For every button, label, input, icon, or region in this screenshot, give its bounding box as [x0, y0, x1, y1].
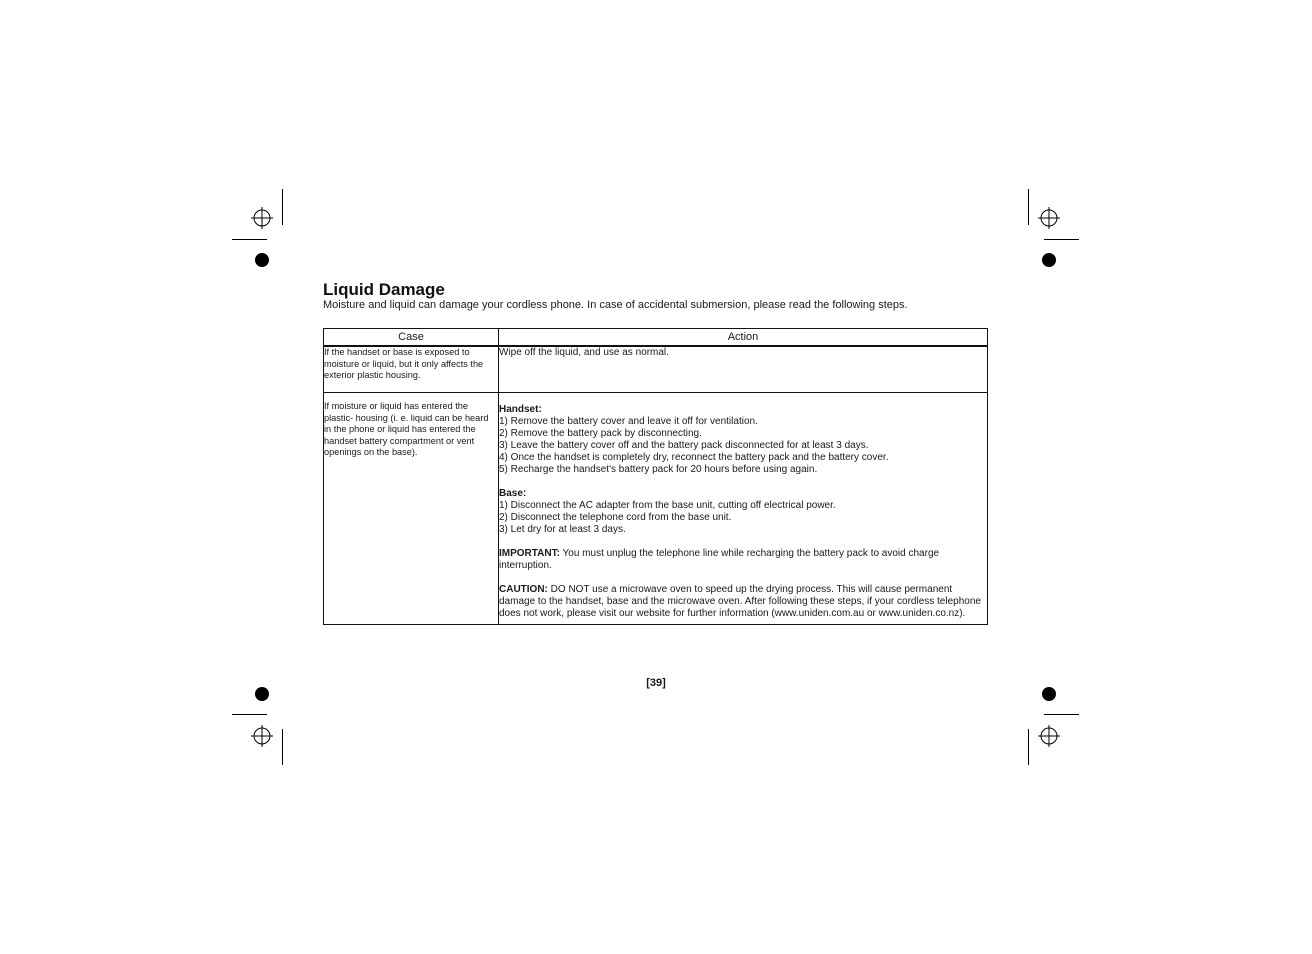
registration-mark-icon — [251, 725, 273, 747]
crop-mark-line — [1044, 239, 1079, 240]
caution-label: CAUTION: — [499, 584, 548, 595]
registration-dot-icon — [1042, 253, 1056, 267]
case-cell: If moisture or liquid has entered the plastic- housing (i. e. liquid can be heard in the phone or liquid has entered the handset battery compartment or vent openings on the base). — [324, 393, 499, 625]
crop-mark-line — [232, 714, 267, 715]
handset-step: 2) Remove the battery pack by disconnecting. — [499, 428, 702, 439]
table-header-row — [324, 329, 988, 347]
table-row — [324, 393, 988, 625]
handset-step: 1) Remove the battery cover and leave it off for ventilation. — [499, 416, 758, 427]
case-cell: If the handset or base is exposed to moisture or liquid, but it only affects the exterior plastic housing. — [324, 346, 499, 393]
handset-step: 5) Recharge the handset's battery pack for 20 hours before using again. — [499, 464, 818, 475]
liquid-damage-table — [323, 328, 988, 625]
caution-text: DO NOT use a microwave oven to speed up the drying process. This will cause permanent damage to the handset, base and the microwave oven. After following these steps, if your cordless telephone does not work, please visit our website for further information (www.uniden.com.au or www.uniden.co.nz). — [499, 584, 981, 619]
crop-mark-line — [1044, 714, 1079, 715]
registration-mark-icon — [1038, 207, 1060, 229]
registration-mark-icon — [1038, 725, 1060, 747]
registration-dot-icon — [255, 687, 269, 701]
crop-mark-line — [232, 239, 267, 240]
header-action: Action — [499, 329, 988, 347]
crop-mark-line — [1028, 189, 1029, 225]
registration-dot-icon — [255, 253, 269, 267]
important-note — [499, 548, 987, 572]
handset-step: 4) Once the handset is completely dry, reconnect the battery pack and the battery cover. — [499, 452, 889, 463]
handset-step: 3) Leave the battery cover off and the battery pack disconnected for at least 3 days. — [499, 440, 869, 451]
important-text: You must unplug the telephone line while recharging the battery pack to avoid charge interruption. — [499, 548, 940, 571]
crop-mark-line — [282, 189, 283, 225]
base-step: 3) Let dry for at least 3 days. — [499, 524, 626, 535]
important-label: IMPORTANT: — [499, 548, 560, 559]
action-cell — [499, 393, 988, 625]
base-heading: Base: — [499, 488, 527, 499]
table-row — [324, 346, 988, 393]
registration-mark-icon — [251, 207, 273, 229]
crop-mark-line — [1028, 729, 1029, 765]
page-title: Liquid Damage — [323, 280, 445, 299]
crop-mark-line — [282, 729, 283, 765]
registration-dot-icon — [1042, 687, 1056, 701]
base-step: 1) Disconnect the AC adapter from the base unit, cutting off electrical power. — [499, 500, 836, 511]
handset-heading: Handset: — [499, 404, 542, 415]
header-case: Case — [324, 329, 499, 347]
action-cell: Wipe off the liquid, and use as normal. — [499, 346, 988, 393]
caution-note — [499, 584, 987, 620]
intro-text: Moisture and liquid can damage your cordless phone. In case of accidental submersion, please read the following steps. — [323, 299, 908, 311]
base-step: 2) Disconnect the telephone cord from the base unit. — [499, 512, 732, 523]
page-number: [39] — [646, 677, 666, 689]
